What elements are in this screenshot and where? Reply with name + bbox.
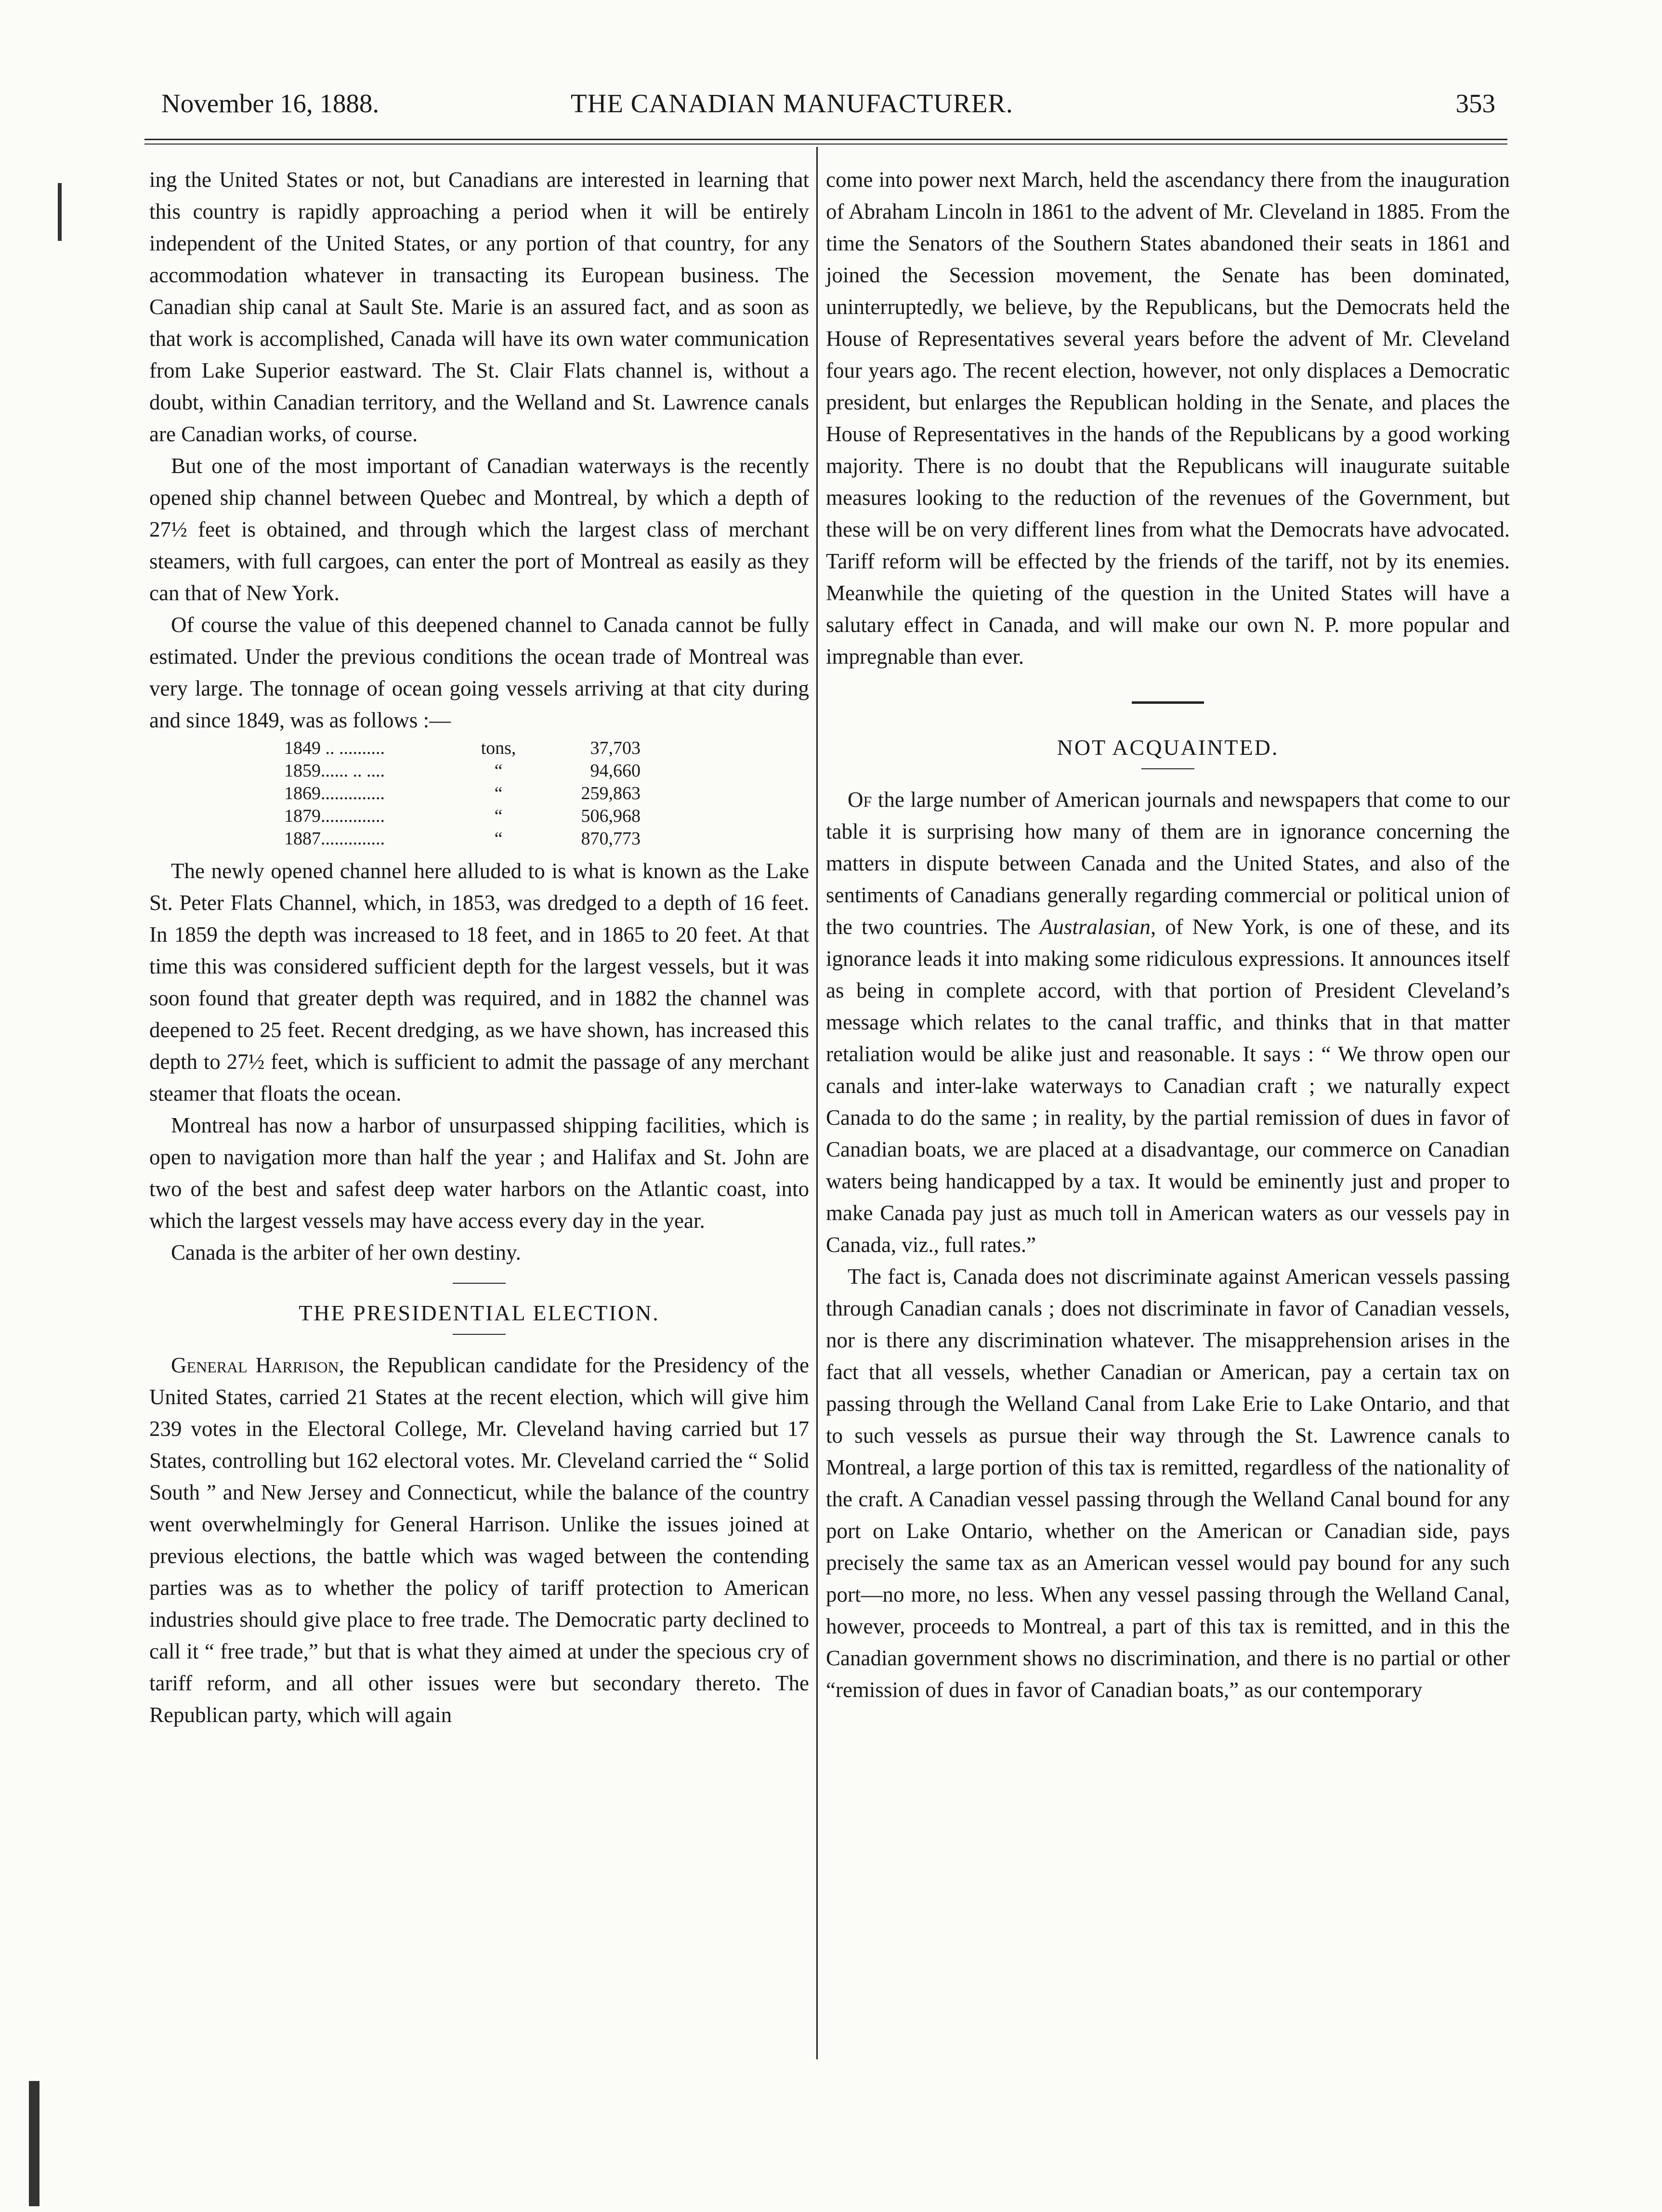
section-heading: THE PRESIDENTIAL ELECTION.: [299, 1301, 660, 1325]
right-paragraph-3: The fact is, Canada does not discriminate against American vessels passing through Canadian canals ; does not discriminate in favor of Canadian vessels, nor is there any discrimination whatever. The misapprehension arises in the fact that all vessels, whether Canadian or American, pay a certain tax on passing through the Welland Canal from Lake Erie to Lake Ontario, and that to such vessels as pursue their way through the St. Lawrence canals to Montreal, a large portion of this tax is remitted, regardless of the nationality of the craft. A Canadian vessel passing through the Welland Canal bound for any port on Lake Ontario, whether on the American or Canadian side, pays precisely the same tax as an American vessel would pay bound for any such port—no more, no less. When any vessel passing through the Welland Canal, however, proceeds to Montreal, a part of this tax is remitted, and in this the Canadian government shows no discrimination, and there is no partial or other “remission of dues in favor of Canadian boats,” as our contemporary: [826, 1264, 1510, 1702]
left-paragraph-6: Canada is the arbiter of her own destiny.: [171, 1240, 521, 1264]
table-row: 1859...... .. .... “ 94,660: [284, 761, 641, 781]
lead-in: General Harrison: [171, 1353, 339, 1377]
section-rule: [453, 1283, 506, 1284]
left-paragraph-1: ing the United States or not, but Canadians are interested in learning that this country is rapidly approaching a period when it will be entirely independent of the United States, or any portion of that country, for any accommodation whatever in transacting its European business. The Canadian ship canal at Sault Ste. Marie is an assured fact, and as soon as that work is accomplished, Canada will have its own water communication from Lake Superior eastward. The St. Clair Flats channel is, without a doubt, within Canadian territory, and the Welland and St. Lawrence canals are Canadian works, of course.: [149, 168, 809, 446]
left-paragraph-5: Montreal has now a harbor of unsurpassed shipping facilities, which is open to navigation more than half the year ; and Halifax and St. John are two of the best and safest deep water harbors on the Atlantic coast, into which the largest vessels may have access every day in the year.: [149, 1113, 809, 1233]
table-row: 1887.............. “ 870,773: [284, 829, 641, 849]
margin-mark: [58, 183, 62, 241]
table-row: 1879.............. “ 506,968: [284, 806, 641, 826]
left-paragraph-7: General Harrison, the Republican candidate for the Presidency of the United States, carried 21 States at the recent election, which will give him 239 votes in the Electoral College, Mr. Cleveland having carried but 17 States, controlling but 162 electoral votes. Mr. Cleveland carried the “ Solid South ” and New Jersey and Connecticut, while the balance of the country went overwhelmingly for General Harrison. Unlike the issues joined at previous elections, the battle which was waged between the contending parties was as to whether the policy of tariff protection to American industries should give place to free trade. The Democratic party declined to call it “ free trade,” but that is what they aimed at under the specious cry of tariff reform, and all other issues were but secondary thereto. The Republican party, which will again: [149, 1353, 809, 1727]
section-heading: NOT ACQUAINTED.: [1057, 735, 1279, 760]
right-paragraph-2: Of the large number of American journals and newspapers that come to our table it is surprising how many of them are in ignorance concerning the matters in dispute between Canada and the United States, and also of the sentiments of Canadians generally regarding commercial or political union of the two countries. The Australasian, of New York, is one of these, and its ignorance leads it into making some ridiculous expressions. It announces itself as being in complete accord, with that portion of President Cleveland’s message which relates to the canal traffic, and thinks that in that matter retaliation would be alike just and reasonable. It says : “ We throw open our canals and inter-lake waterways to Canadian craft ; we naturally expect Canada to do the same ; in reality, by the partial remission of dues in favor of Canadian boats, we are placed at a disadvantage, our commerce on Canadian waters being handicapped by a tax. It would be eminently just and proper to make Canada pay just as much toll in American waters as our vessels pay in Canada, viz., full rates.”: [826, 788, 1510, 1257]
left-paragraph-3: Of course the value of this deepened channel to Canada cannot be fully estimated. Under the previous conditions the ocean trade of Montreal was very large. The tonnage of ocean going vessels arriving at that city during and since 1849, was as follows :—: [149, 613, 809, 732]
header-rule: [144, 139, 1507, 140]
table-row: 1849 .. .......... tons, 37,703: [284, 738, 641, 758]
publication-title: THE CANADIAN MANUFACTURER.: [571, 89, 1013, 118]
left-column: [149, 164, 809, 1731]
tonnage-table: [284, 737, 660, 850]
page-number: 353: [1455, 89, 1495, 118]
table-row: 1869.............. “ 259,863: [284, 783, 641, 803]
issue-date: November 16, 1888.: [161, 89, 380, 118]
header-rule-secondary: [144, 144, 1507, 145]
right-paragraph-1: come into power next March, held the ascendancy there from the inauguration of Abraham Lincoln in 1861 to the advent of Mr. Cleveland in 1885. From the time the Senators of the Southern States abandoned their seats in 1861 and joined the Secession movement, the Senate has been dominated, uninterruptedly, we believe, by the Republicans, but the Democrats held the House of Representatives several years before the advent of Mr. Cleveland four years ago. The recent election, however, not only displaces a Democratic president, but enlarges the Republican holding in the Senate, and places the House of Representatives in the hands of the Republicans by a good working majority. There is no doubt that the Republicans will inaugurate suitable measures looking to the reduction of the revenues of the Government, but these will be on very different lines from what the Democrats have advocated. Tariff reform will be effected by the friends of the tariff, not by its enemies. Meanwhile the quieting of the question in the United States will have a salutary effect in Canada, and will make our own N. P. more popular and impregnable than ever.: [826, 168, 1510, 669]
margin-mark-bottom: [29, 2081, 39, 2206]
right-column: [826, 164, 1510, 1706]
left-paragraph-2: But one of the most important of Canadian waterways is the recently opened ship channel between Quebec and Montreal, by which a depth of 27½ feet is obtained, and through which the largest class of merchant steamers, with full cargoes, can enter the port of Montreal as easily as they can that of New York.: [149, 454, 809, 605]
left-paragraph-4: The newly opened channel here alluded to is what is known as the Lake St. Peter Flats Channel, which, in 1853, was dredged to a depth of 16 feet. In 1859 the depth was increased to 18 feet, and in 1865 to 20 feet. At that time this was considered sufficient depth for the largest vessels, but it was soon found that greater depth was required, and in 1882 the channel was deepened to 25 feet. Recent dredging, as we have shown, has increased this depth to 27½ feet, which is sufficient to admit the passage of any merchant steamer that floats the ocean.: [149, 859, 809, 1106]
publication-name: Australasian: [1039, 915, 1151, 939]
column-divider: [816, 147, 818, 2059]
lead-in: Of: [848, 788, 872, 812]
page-header: [161, 87, 1495, 130]
